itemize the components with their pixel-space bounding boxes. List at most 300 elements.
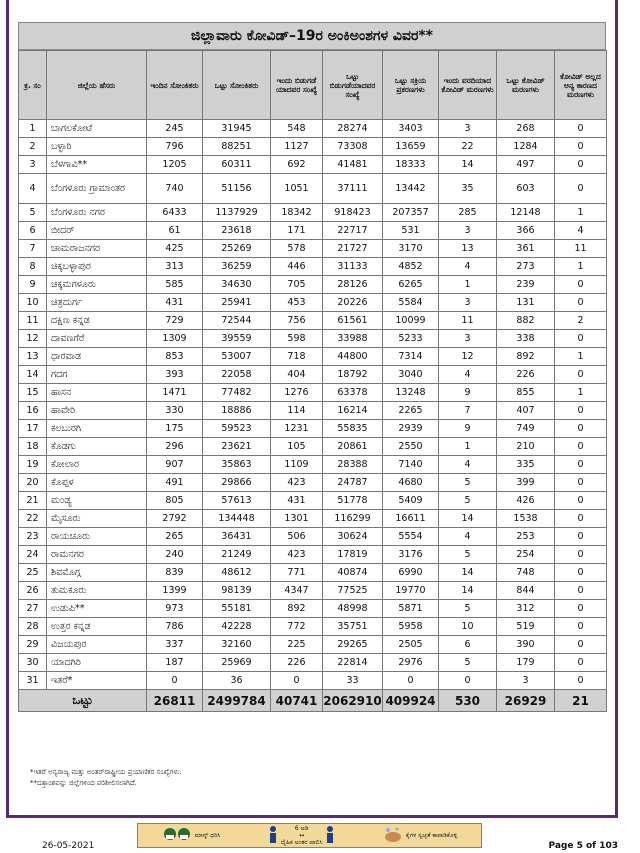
value-cell: 18792 xyxy=(323,366,383,384)
serial-cell: 7 xyxy=(19,240,47,258)
district-name-cell: ಬೆಂಗಳೂರು ಗ್ರಾಮಾಂತರ xyxy=(47,174,147,204)
value-cell: 134448 xyxy=(203,510,271,528)
column-header: ಇಂದು ವರದಿಯಾದ ಕೋವಿಡ್ ಮರಣಗಳು xyxy=(439,51,497,120)
district-name-cell: ಯಾದಗಿರಿ xyxy=(47,654,147,672)
value-cell: 756 xyxy=(271,312,323,330)
distance-segment xyxy=(268,825,336,846)
table-row xyxy=(19,600,607,618)
value-cell: 0 xyxy=(555,600,607,618)
value-cell: 446 xyxy=(271,258,323,276)
value-cell: 0 xyxy=(555,366,607,384)
mask-segment xyxy=(162,826,221,846)
table-body xyxy=(19,120,607,690)
total-value-cell: 530 xyxy=(439,690,497,712)
table-row xyxy=(19,420,607,438)
serial-cell: 12 xyxy=(19,330,47,348)
table-row xyxy=(19,528,607,546)
value-cell: 28126 xyxy=(323,276,383,294)
district-name-cell: ಚಿಕ್ಕಮಗಳೂರು xyxy=(47,276,147,294)
value-cell: 1 xyxy=(555,384,607,402)
value-cell: 273 xyxy=(497,258,555,276)
value-cell: 48998 xyxy=(323,600,383,618)
total-label-cell: ಒಟ್ಟು xyxy=(19,690,147,712)
value-cell: 4347 xyxy=(271,582,323,600)
person-icon xyxy=(325,826,335,846)
value-cell: 5233 xyxy=(383,330,439,348)
value-cell: 6433 xyxy=(147,204,203,222)
table-row xyxy=(19,174,607,204)
value-cell: 772 xyxy=(271,618,323,636)
value-cell: 1109 xyxy=(271,456,323,474)
value-cell: 63378 xyxy=(323,384,383,402)
value-cell: 718 xyxy=(271,348,323,366)
value-cell: 73308 xyxy=(323,138,383,156)
value-cell: 548 xyxy=(271,120,323,138)
value-cell: 6265 xyxy=(383,276,439,294)
value-cell: 4 xyxy=(439,258,497,276)
serial-cell: 18 xyxy=(19,438,47,456)
value-cell: 366 xyxy=(497,222,555,240)
value-cell: 29265 xyxy=(323,636,383,654)
table-row xyxy=(19,312,607,330)
district-name-cell: ಉಡುಪಿ** xyxy=(47,600,147,618)
table-row xyxy=(19,204,607,222)
value-cell: 337 xyxy=(147,636,203,654)
value-cell: 1 xyxy=(439,276,497,294)
serial-cell: 6 xyxy=(19,222,47,240)
value-cell: 34630 xyxy=(203,276,271,294)
table-row xyxy=(19,138,607,156)
value-cell: 22814 xyxy=(323,654,383,672)
value-cell: 0 xyxy=(555,276,607,294)
value-cell: 3176 xyxy=(383,546,439,564)
value-cell: 7314 xyxy=(383,348,439,366)
table-row xyxy=(19,258,607,276)
value-cell: 13 xyxy=(439,240,497,258)
person-icon xyxy=(268,826,278,846)
value-cell: 18342 xyxy=(271,204,323,222)
distance-arrow-icon: ↔ xyxy=(299,832,305,839)
value-cell: 786 xyxy=(147,618,203,636)
footnote-others: *ಇತರೆ ಅನ್ಯರಾಜ್ಯ ಮತ್ತು ಅಂತರ್‌ರಾಷ್ಟ್ರೀಯ ಪ್ರಯಾಣಿಕರ ಸಂಖ್ಯೆಗಳು. xyxy=(30,768,182,776)
district-name-cell: ರಾಮನಗರ xyxy=(47,546,147,564)
value-cell: 33 xyxy=(323,672,383,690)
table-row xyxy=(19,438,607,456)
value-cell: 0 xyxy=(555,474,607,492)
district-name-cell: ವಿಜಯಪುರ xyxy=(47,636,147,654)
value-cell: 6 xyxy=(439,636,497,654)
value-cell: 16611 xyxy=(383,510,439,528)
value-cell: 839 xyxy=(147,564,203,582)
district-name-cell: ಚಿಕ್ಕಬಳ್ಳಾಪುರ xyxy=(47,258,147,276)
page-number: Page 5 of 103 xyxy=(548,841,618,851)
serial-cell: 22 xyxy=(19,510,47,528)
value-cell: 361 xyxy=(497,240,555,258)
value-cell: 12 xyxy=(439,348,497,366)
value-cell: 0 xyxy=(439,672,497,690)
value-cell: 61 xyxy=(147,222,203,240)
value-cell: 4680 xyxy=(383,474,439,492)
value-cell: 55835 xyxy=(323,420,383,438)
value-cell: 225 xyxy=(271,636,323,654)
district-name-cell: ಕೋಲಾರ xyxy=(47,456,147,474)
value-cell: 0 xyxy=(555,546,607,564)
value-cell: 11 xyxy=(439,312,497,330)
serial-cell: 17 xyxy=(19,420,47,438)
value-cell: 72544 xyxy=(203,312,271,330)
district-name-cell: ತುಮಕೂರು xyxy=(47,582,147,600)
serial-cell: 20 xyxy=(19,474,47,492)
value-cell: 0 xyxy=(555,672,607,690)
table-row xyxy=(19,636,607,654)
serial-cell: 10 xyxy=(19,294,47,312)
value-cell: 36431 xyxy=(203,528,271,546)
serial-cell: 26 xyxy=(19,582,47,600)
value-cell: 13248 xyxy=(383,384,439,402)
serial-cell: 29 xyxy=(19,636,47,654)
value-cell: 531 xyxy=(383,222,439,240)
district-name-cell: ಮೈಸೂರು xyxy=(47,510,147,528)
serial-cell: 25 xyxy=(19,564,47,582)
value-cell: 0 xyxy=(555,654,607,672)
value-cell: 1309 xyxy=(147,330,203,348)
value-cell: 51156 xyxy=(203,174,271,204)
value-cell: 1127 xyxy=(271,138,323,156)
value-cell: 5 xyxy=(439,546,497,564)
value-cell: 207357 xyxy=(383,204,439,222)
value-cell: 1137929 xyxy=(203,204,271,222)
value-cell: 10 xyxy=(439,618,497,636)
value-cell: 24787 xyxy=(323,474,383,492)
table-title: ಜಿಲ್ಲಾವಾರು ಕೋವಿಡ್–19ರ ಅಂಕಿಅಂಶಗಳ ವಿವರ** xyxy=(18,22,606,50)
value-cell: 1 xyxy=(555,204,607,222)
value-cell: 22 xyxy=(439,138,497,156)
value-cell: 6990 xyxy=(383,564,439,582)
value-cell: 5958 xyxy=(383,618,439,636)
handwash-icon xyxy=(383,826,403,846)
value-cell: 426 xyxy=(497,492,555,510)
district-name-cell: ದಾವಣಗೆರೆ xyxy=(47,330,147,348)
value-cell: 12148 xyxy=(497,204,555,222)
table-row xyxy=(19,240,607,258)
value-cell: 187 xyxy=(147,654,203,672)
value-cell: 77482 xyxy=(203,384,271,402)
table-row xyxy=(19,546,607,564)
total-value-cell: 21 xyxy=(555,690,607,712)
district-covid-table xyxy=(18,50,607,712)
distance-text: ದೈಹಿಕ ಅಂತರ ಪಾಲಿಸಿ xyxy=(280,839,323,846)
value-cell: 491 xyxy=(147,474,203,492)
district-name-cell: ಶಿವಮೊಗ್ಗ xyxy=(47,564,147,582)
value-cell: 844 xyxy=(497,582,555,600)
value-cell: 57613 xyxy=(203,492,271,510)
column-header: ಇಂದಿನ ಸೋಂಕಿತರು xyxy=(147,51,203,120)
value-cell: 171 xyxy=(271,222,323,240)
serial-cell: 13 xyxy=(19,348,47,366)
value-cell: 114 xyxy=(271,402,323,420)
column-header: ಇಂದು ಬಿಡುಗಡೆ ಯಾದವರ ಸಂಖ್ಯೆ xyxy=(271,51,323,120)
value-cell: 313 xyxy=(147,258,203,276)
table-row xyxy=(19,582,607,600)
district-name-cell: ಧಾರವಾಡ xyxy=(47,348,147,366)
district-name-cell: ಬೀದರ್ xyxy=(47,222,147,240)
value-cell: 1205 xyxy=(147,156,203,174)
table-row xyxy=(19,330,607,348)
value-cell: 423 xyxy=(271,474,323,492)
value-cell: 7 xyxy=(439,402,497,420)
district-name-cell: ಕೊಪ್ಪಳ xyxy=(47,474,147,492)
table-row xyxy=(19,120,607,138)
value-cell: 2792 xyxy=(147,510,203,528)
value-cell: 390 xyxy=(497,636,555,654)
value-cell: 19770 xyxy=(383,582,439,600)
value-cell: 22717 xyxy=(323,222,383,240)
value-cell: 4 xyxy=(439,366,497,384)
value-cell: 21249 xyxy=(203,546,271,564)
serial-cell: 3 xyxy=(19,156,47,174)
value-cell: 245 xyxy=(147,120,203,138)
value-cell: 14 xyxy=(439,156,497,174)
value-cell: 393 xyxy=(147,366,203,384)
value-cell: 2505 xyxy=(383,636,439,654)
value-cell: 31133 xyxy=(323,258,383,276)
serial-cell: 28 xyxy=(19,618,47,636)
value-cell: 5554 xyxy=(383,528,439,546)
value-cell: 25969 xyxy=(203,654,271,672)
value-cell: 11 xyxy=(555,240,607,258)
value-cell: 10099 xyxy=(383,312,439,330)
value-cell: 0 xyxy=(555,456,607,474)
column-header: ಕೋವಿಡ್ ಅಲ್ಲದ ಅನ್ಯ ಕಾರಣದ ಮರಣಗಳು xyxy=(555,51,607,120)
value-cell: 3 xyxy=(497,672,555,690)
serial-cell: 31 xyxy=(19,672,47,690)
value-cell: 0 xyxy=(555,120,607,138)
value-cell: 853 xyxy=(147,348,203,366)
value-cell: 431 xyxy=(147,294,203,312)
value-cell: 598 xyxy=(271,330,323,348)
value-cell: 892 xyxy=(271,600,323,618)
value-cell: 729 xyxy=(147,312,203,330)
value-cell: 35751 xyxy=(323,618,383,636)
serial-cell: 24 xyxy=(19,546,47,564)
value-cell: 3 xyxy=(439,222,497,240)
table-row xyxy=(19,474,607,492)
district-name-cell: ಕಲಬುರಗಿ xyxy=(47,420,147,438)
value-cell: 35863 xyxy=(203,456,271,474)
value-cell: 1231 xyxy=(271,420,323,438)
value-cell: 4852 xyxy=(383,258,439,276)
column-header: ಒಟ್ಟು ಬಿಡುಗಡೆಯಾದವರ ಸಂಖ್ಯೆ xyxy=(323,51,383,120)
value-cell: 28274 xyxy=(323,120,383,138)
value-cell: 1 xyxy=(555,348,607,366)
district-name-cell: ಇತರೆ* xyxy=(47,672,147,690)
value-cell: 55181 xyxy=(203,600,271,618)
handwash-text: ಕೈಗಳ ಸ್ವಚ್ಛತೆ ಕಾಪಾಡಿಕೊಳ್ಳಿ xyxy=(405,831,458,839)
mask-icon xyxy=(162,826,192,846)
value-cell: 0 xyxy=(555,492,607,510)
value-cell: 1284 xyxy=(497,138,555,156)
value-cell: 1051 xyxy=(271,174,323,204)
value-cell: 35 xyxy=(439,174,497,204)
serial-cell: 11 xyxy=(19,312,47,330)
value-cell: 1399 xyxy=(147,582,203,600)
value-cell: 0 xyxy=(555,510,607,528)
value-cell: 0 xyxy=(555,156,607,174)
value-cell: 1471 xyxy=(147,384,203,402)
value-cell: 51778 xyxy=(323,492,383,510)
district-name-cell: ಹಾಸನ xyxy=(47,384,147,402)
district-name-cell: ರಾಯಚೂರು xyxy=(47,528,147,546)
serial-cell: 19 xyxy=(19,456,47,474)
value-cell: 0 xyxy=(555,330,607,348)
value-cell: 578 xyxy=(271,240,323,258)
value-cell: 918423 xyxy=(323,204,383,222)
value-cell: 37111 xyxy=(323,174,383,204)
value-cell: 3170 xyxy=(383,240,439,258)
value-cell: 425 xyxy=(147,240,203,258)
column-header: ಜಿಲ್ಲೆಯ ಹೆಸರು xyxy=(47,51,147,120)
value-cell: 42228 xyxy=(203,618,271,636)
value-cell: 740 xyxy=(147,174,203,204)
value-cell: 1 xyxy=(555,258,607,276)
district-name-cell: ಬಳ್ಳಾರಿ xyxy=(47,138,147,156)
serial-cell: 1 xyxy=(19,120,47,138)
table-row xyxy=(19,222,607,240)
value-cell: 692 xyxy=(271,156,323,174)
table-row xyxy=(19,276,607,294)
report-date: 26-05-2021 xyxy=(42,841,95,851)
district-name-cell: ಬಾಗಲಕೋಟೆ xyxy=(47,120,147,138)
value-cell: 131 xyxy=(497,294,555,312)
value-cell: 0 xyxy=(555,138,607,156)
value-cell: 32160 xyxy=(203,636,271,654)
value-cell: 14 xyxy=(439,510,497,528)
value-cell: 0 xyxy=(555,582,607,600)
value-cell: 0 xyxy=(383,672,439,690)
value-cell: 497 xyxy=(497,156,555,174)
table-row xyxy=(19,384,607,402)
serial-cell: 5 xyxy=(19,204,47,222)
value-cell: 3 xyxy=(439,330,497,348)
value-cell: 855 xyxy=(497,384,555,402)
value-cell: 705 xyxy=(271,276,323,294)
total-value-cell: 26929 xyxy=(497,690,555,712)
value-cell: 23621 xyxy=(203,438,271,456)
value-cell: 5 xyxy=(439,474,497,492)
district-name-cell: ಮಂಡ್ಯ xyxy=(47,492,147,510)
value-cell: 5 xyxy=(439,600,497,618)
value-cell: 3 xyxy=(439,120,497,138)
value-cell: 2550 xyxy=(383,438,439,456)
value-cell: 226 xyxy=(271,654,323,672)
table-row xyxy=(19,456,607,474)
value-cell: 2976 xyxy=(383,654,439,672)
value-cell: 585 xyxy=(147,276,203,294)
value-cell: 7140 xyxy=(383,456,439,474)
serial-cell: 15 xyxy=(19,384,47,402)
value-cell: 2939 xyxy=(383,420,439,438)
value-cell: 29866 xyxy=(203,474,271,492)
value-cell: 330 xyxy=(147,402,203,420)
total-value-cell: 26811 xyxy=(147,690,203,712)
value-cell: 312 xyxy=(497,600,555,618)
value-cell: 18886 xyxy=(203,402,271,420)
value-cell: 1276 xyxy=(271,384,323,402)
mask-text: ಮಾಸ್ಕ್ ಧರಿಸಿ xyxy=(194,831,221,839)
value-cell: 36259 xyxy=(203,258,271,276)
value-cell: 36 xyxy=(203,672,271,690)
value-cell: 2265 xyxy=(383,402,439,420)
value-cell: 0 xyxy=(271,672,323,690)
value-cell: 0 xyxy=(147,672,203,690)
value-cell: 240 xyxy=(147,546,203,564)
value-cell: 39559 xyxy=(203,330,271,348)
value-cell: 882 xyxy=(497,312,555,330)
value-cell: 59523 xyxy=(203,420,271,438)
value-cell: 14 xyxy=(439,582,497,600)
value-cell: 0 xyxy=(555,438,607,456)
value-cell: 60311 xyxy=(203,156,271,174)
serial-cell: 23 xyxy=(19,528,47,546)
table-row xyxy=(19,672,607,690)
value-cell: 25941 xyxy=(203,294,271,312)
value-cell: 9 xyxy=(439,420,497,438)
district-name-cell: ಬೆಂಗಳೂರು ನಗರ xyxy=(47,204,147,222)
table-row xyxy=(19,564,607,582)
value-cell: 210 xyxy=(497,438,555,456)
value-cell: 0 xyxy=(555,402,607,420)
value-cell: 116299 xyxy=(323,510,383,528)
handwash-segment xyxy=(383,826,458,846)
footnote-verified: **ದತ್ತಾಂಶವನ್ನು ಜಿಲ್ಲೆಗಳಿಂದ ಪರಿಶೀಲಿಸಲಾಗಿದೆ. xyxy=(30,779,137,787)
safety-banner xyxy=(137,823,482,848)
value-cell: 22058 xyxy=(203,366,271,384)
value-cell: 453 xyxy=(271,294,323,312)
value-cell: 18333 xyxy=(383,156,439,174)
value-cell: 0 xyxy=(555,420,607,438)
value-cell: 9 xyxy=(439,384,497,402)
value-cell: 771 xyxy=(271,564,323,582)
value-cell: 175 xyxy=(147,420,203,438)
value-cell: 20226 xyxy=(323,294,383,312)
value-cell: 5871 xyxy=(383,600,439,618)
total-value-cell: 2499784 xyxy=(203,690,271,712)
district-name-cell: ಚಾಮರಾಜನಗರ xyxy=(47,240,147,258)
value-cell: 907 xyxy=(147,456,203,474)
total-value-cell: 2062910 xyxy=(323,690,383,712)
header-row xyxy=(19,51,607,120)
table-row xyxy=(19,156,607,174)
column-header: ಒಟ್ಟು ಕೋವಿಡ್ ಮರಣಗಳು xyxy=(497,51,555,120)
table-row xyxy=(19,654,607,672)
value-cell: 0 xyxy=(555,174,607,204)
value-cell: 40874 xyxy=(323,564,383,582)
serial-cell: 4 xyxy=(19,174,47,204)
value-cell: 4 xyxy=(439,528,497,546)
value-cell: 23618 xyxy=(203,222,271,240)
value-cell: 268 xyxy=(497,120,555,138)
value-cell: 265 xyxy=(147,528,203,546)
serial-cell: 27 xyxy=(19,600,47,618)
value-cell: 0 xyxy=(555,618,607,636)
column-header: ಒಟ್ಟು ಸೋಂಕಿತರು xyxy=(203,51,271,120)
value-cell: 4 xyxy=(555,222,607,240)
serial-cell: 30 xyxy=(19,654,47,672)
district-name-cell: ಹಾವೇರಿ xyxy=(47,402,147,420)
value-cell: 226 xyxy=(497,366,555,384)
value-cell: 20861 xyxy=(323,438,383,456)
table-row xyxy=(19,402,607,420)
